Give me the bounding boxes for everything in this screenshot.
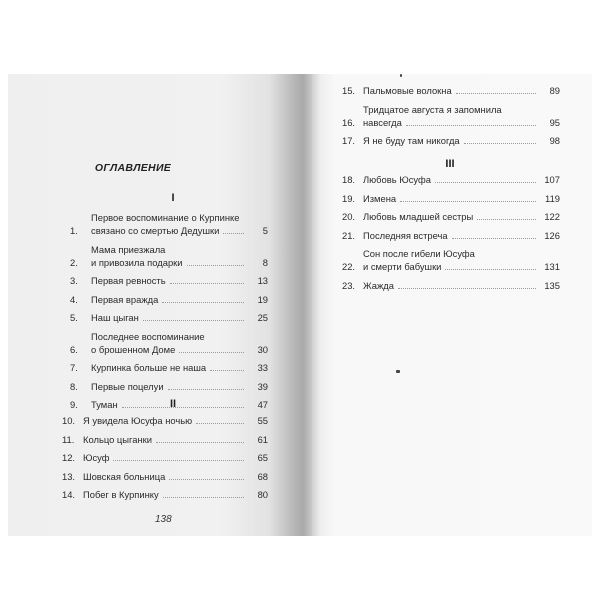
scan-speck [396,370,400,373]
entry-page-number: 80 [257,489,268,500]
entry-number: 10. [62,415,76,426]
entry-number: 21. [342,229,356,241]
toc-entry [342,192,560,205]
entry-page-number: 89 [549,85,560,96]
entry-number: 12. [62,452,76,463]
dot-leader [452,238,536,239]
dot-leader [400,201,536,202]
entry-page-number: 122 [544,211,560,222]
entry-title-line: Пальмовые волокна [363,85,452,96]
dot-leader [156,442,244,443]
toc-entry [70,361,268,374]
entry-page-number: 39 [257,380,268,392]
toc-entry [342,247,560,273]
entry-title-line: Жажда [363,279,394,291]
toc-entry [62,470,268,483]
entry-title-line: Любовь Юсуфа [363,174,431,185]
toc-entry [62,488,268,501]
entry-title-line: связано со смертью Дедушки [91,225,220,236]
entry-title-line: Курпинка больше не наша [91,362,207,373]
toc-entry [70,293,268,306]
entry-page-number: 126 [544,229,560,241]
entry-page-number: 47 [257,399,268,410]
entry-number: 2. [70,256,78,268]
dot-leader [179,352,244,353]
toc-entry [342,173,560,186]
entry-number: 8. [70,380,78,392]
entry-title-line: Кольцо цыганки [83,433,152,445]
toc-entry [70,274,268,287]
entry-page-number: 119 [545,192,560,204]
toc-entry [70,380,268,393]
left-page [8,74,312,536]
entry-title-line: Первое воспоминание о Курпинке [91,212,240,223]
entry-title-line: Любовь младшей сестры [363,211,474,222]
entry-title-line: Первая вражда [91,293,159,305]
dot-leader [162,302,244,303]
right-page [312,74,592,536]
entry-title-line: Шовская больница [83,470,166,482]
entry-number: 19. [342,192,356,204]
entry-page-number: 25 [257,312,268,323]
entry-number: 13. [62,470,76,482]
entry-page-number: 5 [262,225,268,236]
entry-page-number: 13 [257,275,268,286]
dot-leader [445,269,536,270]
dot-leader [170,283,244,284]
dot-leader [456,93,536,94]
toc-list-part-1 [70,211,268,417]
entry-title-line: Наш цыган [91,312,139,323]
entry-number: 1. [70,225,78,236]
entry-page-number: 95 [549,116,560,128]
toc-entry [342,229,560,242]
entry-page-number: 55 [257,415,268,426]
dot-leader [169,479,244,480]
dot-leader [398,288,536,289]
dot-leader [168,389,244,390]
entry-title-line: Побег в Курпинку [83,489,159,500]
toc-entry [62,433,268,446]
entry-number: 4. [70,293,78,305]
dot-leader [435,182,536,183]
toc-entry [342,210,560,223]
entry-page-number: 30 [257,343,268,355]
dot-leader [196,423,244,424]
part-heading-1: I [171,192,175,204]
toc-entry [70,330,268,356]
entry-page-number: 135 [544,279,560,291]
entry-page-number: 68 [257,470,268,482]
toc-entry [342,103,560,129]
entry-page-number: 61 [257,433,268,445]
entry-title-line: Туман [91,399,118,410]
dot-leader [406,125,536,126]
dot-leader [210,370,244,371]
entry-page-number: 19 [257,293,268,305]
entry-number: 16. [342,116,356,128]
toc-entry [342,279,560,292]
entry-number: 20. [342,211,356,222]
entry-title-line: Юсуф [83,452,110,463]
toc-entry [342,134,560,147]
entry-page-number: 131 [544,261,560,272]
dot-leader [113,460,244,461]
entry-page-number: 33 [257,362,268,373]
entry-number: 15. [342,85,356,96]
entry-title-line: Последнее воспоминание [91,330,205,342]
dot-leader [187,265,245,266]
entry-number: 3. [70,275,78,286]
toc-entry [342,84,560,97]
toc-list-part-2 [62,414,268,507]
entry-title-line: Первая ревность [91,275,166,286]
entry-title-line: навсегда [363,116,402,128]
entry-title-line: Последняя встреча [363,229,448,241]
entry-page-number: 8 [262,256,268,268]
entry-number: 6. [70,343,78,355]
entry-title-line: о брошенном Доме [91,343,176,355]
entry-page-number: 98 [549,135,560,146]
entry-title-line: Измена [363,192,397,204]
toc-entry [62,451,268,464]
entry-number: 17. [342,135,356,146]
book-spread [8,74,592,536]
entry-title-line: Сон после гибели Юсуфа [363,248,475,259]
entry-number: 7. [70,362,78,373]
dot-leader [163,497,244,498]
part-heading-3: III [445,158,455,170]
toc-entry [70,211,268,237]
entry-title-line: Я увидела Юсуфа ночью [83,415,193,426]
entry-number: 23. [342,279,356,291]
dot-leader [464,143,536,144]
entry-page-number: 107 [544,174,560,185]
dot-leader [223,233,244,234]
toc-list-part-3 [342,173,560,297]
entry-number: 5. [70,312,78,323]
entry-title-line: и привозила подарки [91,256,183,268]
dot-leader [143,320,244,321]
entry-title-line: и смерти бабушки [363,261,442,272]
toc-entry [70,311,268,324]
entry-title-line: Первые поцелуи [91,380,164,392]
entry-number: 18. [342,174,356,185]
entry-number: 22. [342,261,356,272]
entry-title-line: Мама приезжала [91,243,166,255]
entry-number: 9. [70,399,78,410]
toc-title: ОГЛАВЛЕНИЕ [94,162,172,174]
entry-number: 11. [62,433,75,445]
entry-title-line: Я не буду там никогда [363,135,460,146]
dot-leader [477,219,536,220]
entry-number: 14. [62,489,76,500]
page-number: 138 [155,514,172,525]
part-heading-2: II [169,398,177,410]
entry-title-line: Тридцатое августа я запомнила [363,103,502,115]
toc-entry [62,414,268,427]
scan-speck [400,74,402,77]
toc-entry [70,243,268,269]
entry-page-number: 65 [257,452,268,463]
toc-list-continued [342,84,560,153]
